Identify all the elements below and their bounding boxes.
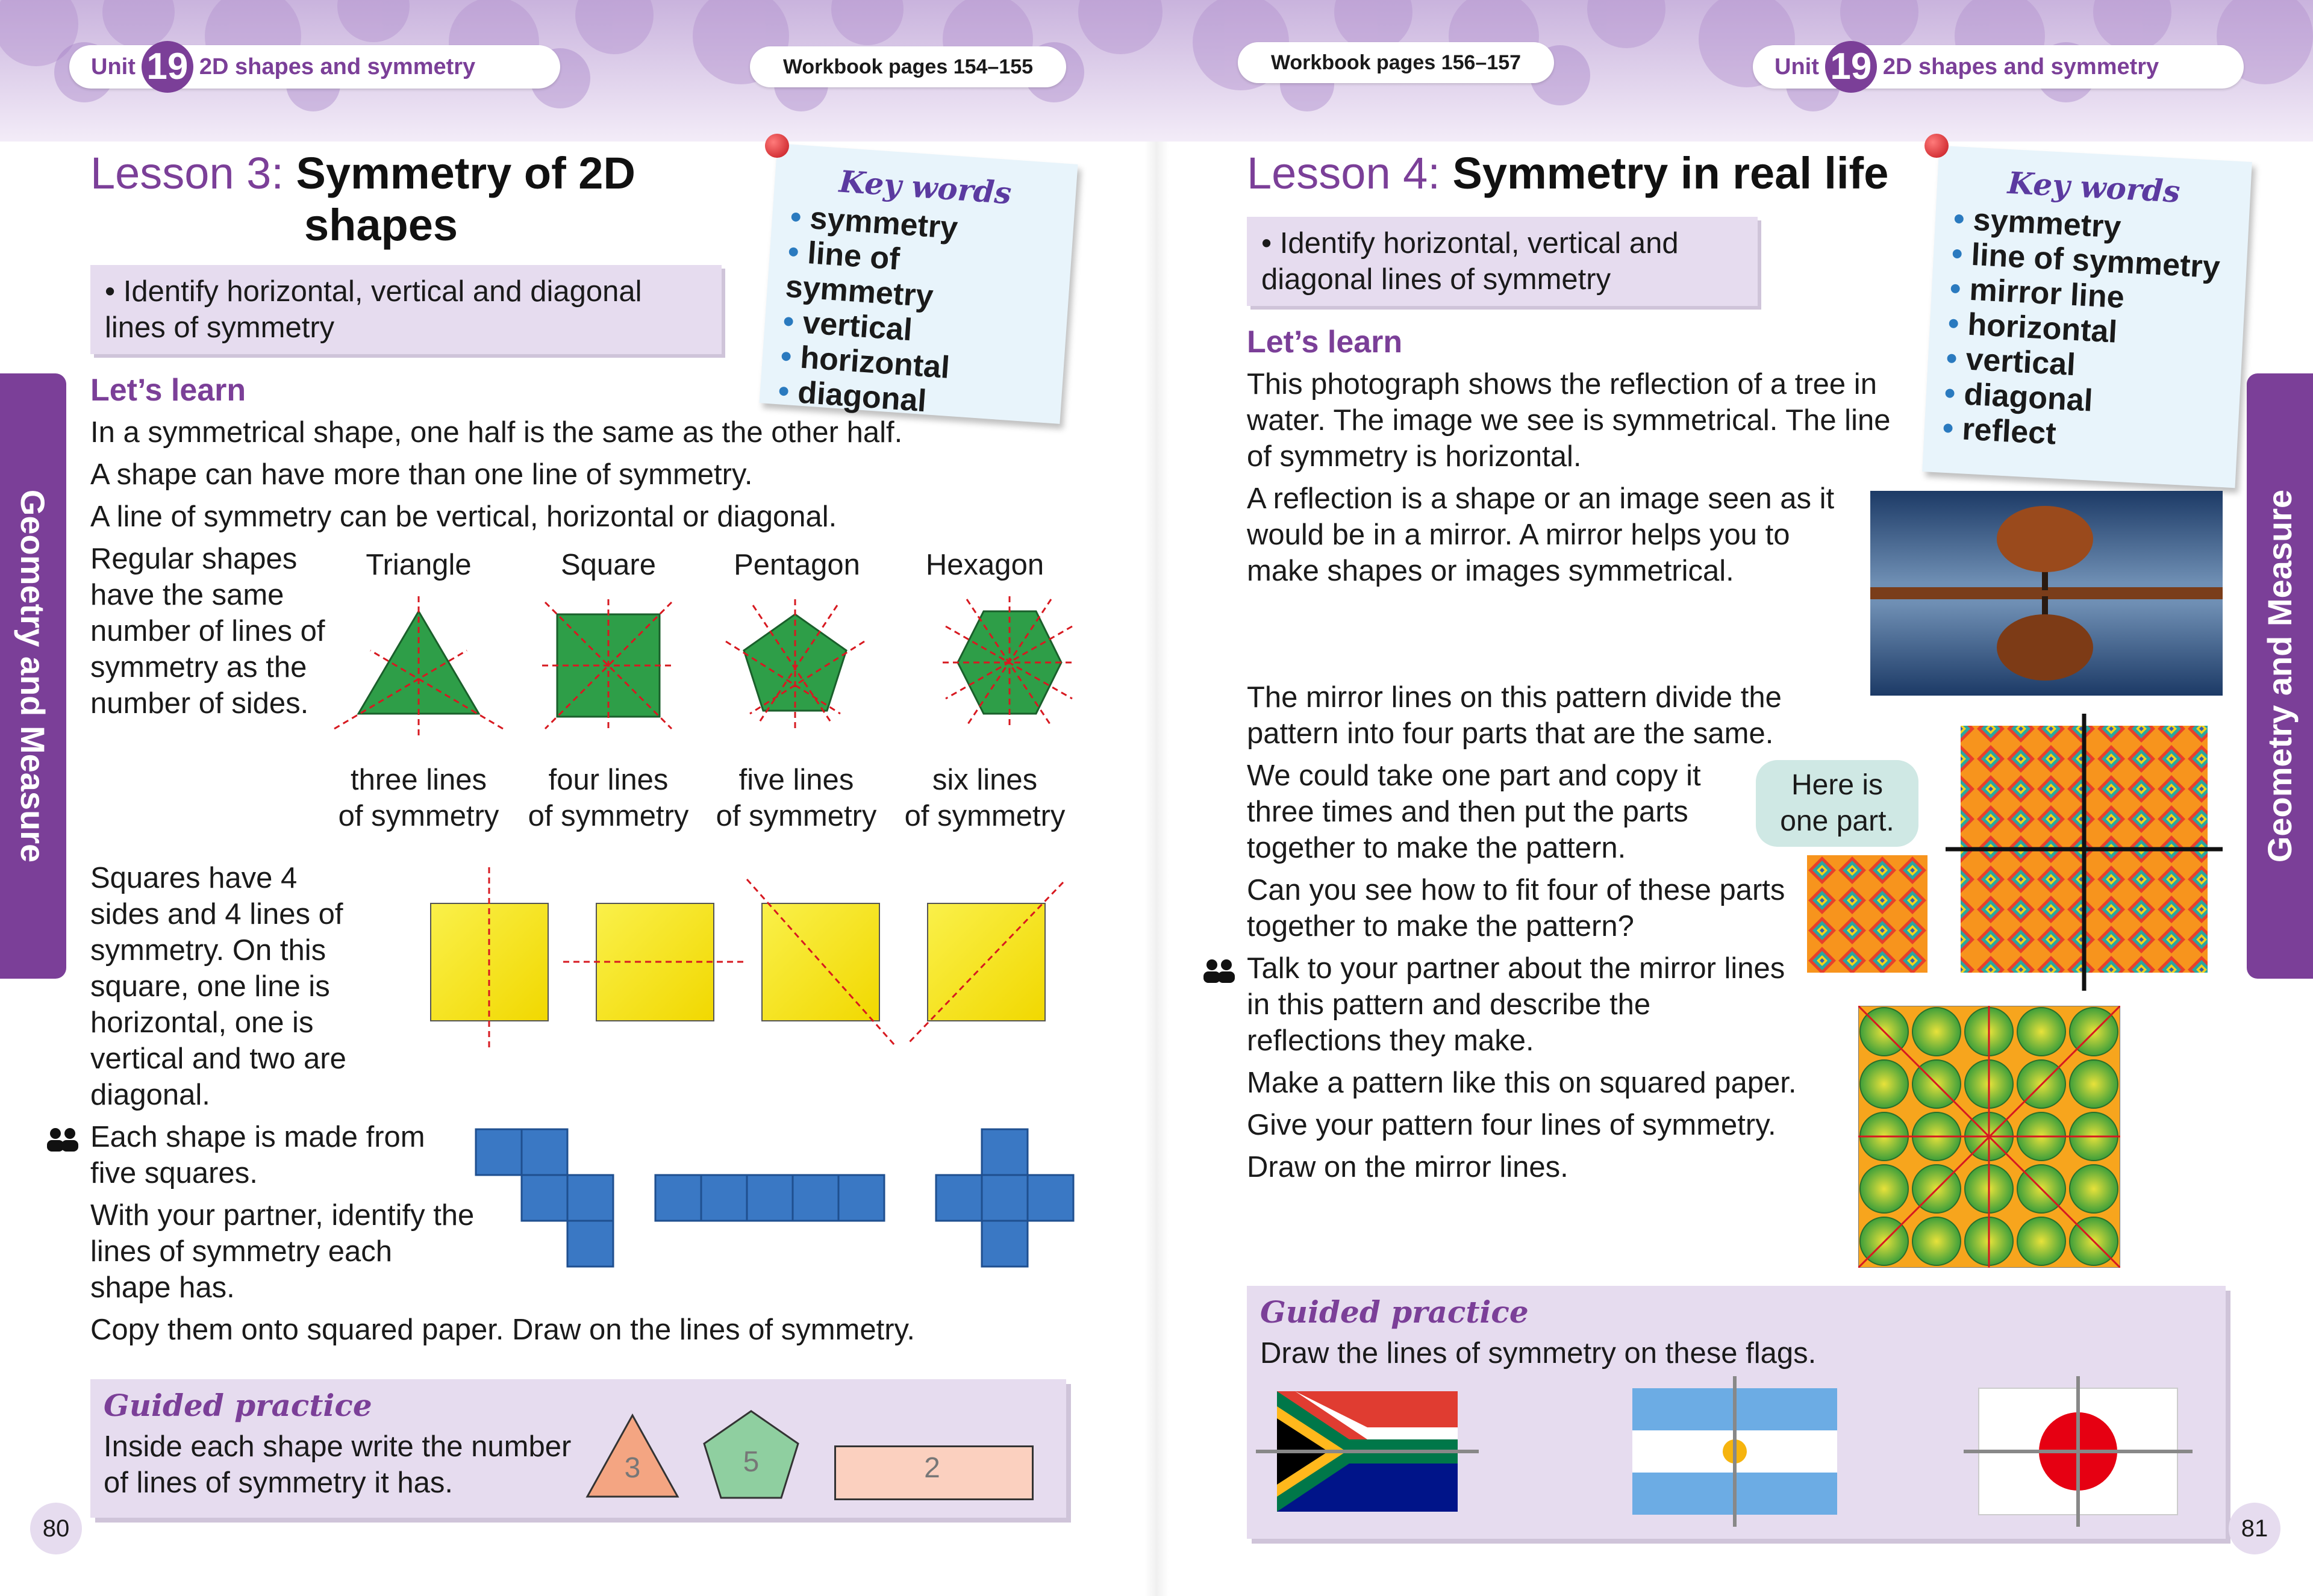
pentomino-shapes <box>473 1126 1075 1268</box>
talk-text: Talk to your partner about the mirror lines in this pattern and describe the reflections they make. <box>1247 952 1785 1057</box>
photo-text: This photograph shows the reflection of a tree in water. The image we see is symmetrical. The line of symmetry is horizontal. <box>1247 368 1891 473</box>
key-word: • symmetry <box>1953 201 2231 251</box>
key-word: • diagonal <box>777 373 1044 427</box>
shape-caption <box>894 762 1075 834</box>
key-word: • mirror line <box>1949 271 2227 320</box>
pentomino-x <box>936 1129 1073 1267</box>
caption-line: of symmetry <box>904 800 1066 832</box>
learning-objective-left: • Identify horizontal, vertical and diagonal lines of symmetry <box>90 265 722 354</box>
page-fold <box>1144 142 1169 1596</box>
lesson-title-left <box>90 148 705 251</box>
paragraph: In a symmetrical shape, one half is the same as the other half. <box>90 416 903 449</box>
pushpin-icon <box>1924 134 1949 158</box>
draw-text: Draw on the mirror lines. <box>1247 1151 1569 1183</box>
guided-answer: 5 <box>743 1446 760 1478</box>
key-word: • symmetry <box>789 199 1056 253</box>
speech-bubble: Here is one part. <box>1756 760 1918 847</box>
pentagon-shape <box>726 599 864 729</box>
pentomino-w <box>476 1129 613 1267</box>
mirror-text: The mirror lines on this pattern divide the pattern into four parts that are the same. <box>1247 681 1782 750</box>
each-shape-text: Each shape is made from five squares. <box>90 1121 425 1189</box>
shape-caption <box>328 762 509 834</box>
unit-header-left <box>69 45 560 89</box>
lesson-title-right <box>1247 148 1940 199</box>
shape-name: Pentagon <box>734 549 860 581</box>
reflection-text: A reflection is a shape or an image seen as it would be in a mirror. A mirror helps you to make shapes or images symmetrical. <box>1247 482 1835 587</box>
copy-text: Copy them onto squared paper. Draw on the lines of symmetry. <box>90 1314 916 1346</box>
side-tab-left <box>0 373 66 979</box>
square-shape <box>542 599 675 732</box>
diamond-pattern <box>1946 714 2223 991</box>
lesson-label: Lesson 3: <box>90 148 284 198</box>
lets-learn-heading-right: Let’s learn <box>1247 325 1403 360</box>
pattern-one-part <box>1807 855 1931 976</box>
circle-pattern <box>1858 1006 2120 1268</box>
lesson-label: Lesson 4: <box>1247 148 1440 198</box>
hexagon-shape <box>943 596 1075 729</box>
key-word: • diagonal <box>1944 376 2222 425</box>
pentomino-i <box>655 1175 884 1221</box>
caption-line: six lines <box>932 764 1038 796</box>
unit-title: 2D shapes and symmetry <box>1882 54 2159 79</box>
key-words-title: Key words <box>2006 164 2181 210</box>
make-text: Make a pattern like this on squared paper. <box>1247 1067 1797 1099</box>
key-word: • line of symmetry <box>784 234 1053 322</box>
regular-shapes-text: Regular shapes have the same number of lines of symmetry as the number of sides. <box>90 543 325 720</box>
unit-number-badge: 19 <box>1825 41 1877 93</box>
caption-line: of symmetry <box>716 800 877 832</box>
square-diagonal-line <box>910 882 1063 1042</box>
lets-learn-heading-left: Let’s learn <box>90 373 246 408</box>
page-number-right: 81 <box>2229 1503 2280 1554</box>
yellow-squares-diagram <box>422 867 1072 1060</box>
key-words-card-left <box>760 143 1078 424</box>
key-word: • reflect <box>1941 411 2220 460</box>
page-number-left: 80 <box>30 1503 82 1554</box>
caption-line: of symmetry <box>528 800 689 832</box>
guided-practice-left <box>90 1379 1066 1518</box>
square-horizontal-line <box>563 903 747 1021</box>
tree-reflection-photo <box>1870 491 2223 696</box>
squares-text: Squares have 4 sides and 4 lines of symmetry. On this square, one line is horizontal, one is vertical and two are diagonal. <box>90 862 346 1111</box>
regular-shapes-diagram <box>328 593 1075 744</box>
side-tab-right <box>2247 373 2313 979</box>
pair-work-icon <box>45 1127 80 1152</box>
guided-practice-right <box>1247 1286 2226 1539</box>
copy-part-text: We could take one part and copy it three times and then put the parts together to make the pattern. <box>1247 759 1701 864</box>
key-words-title: Key words <box>838 163 1013 211</box>
key-word: • horizontal <box>1947 306 2226 355</box>
guided-practice-title: Guided practice <box>104 1388 372 1423</box>
workbook-pages-right: Workbook pages 156–157 <box>1238 42 1554 83</box>
guided-practice-title: Guided practice <box>1260 1294 1529 1330</box>
unit-title: 2D shapes and symmetry <box>199 54 476 79</box>
side-tab-label: Geometry and Measure <box>14 489 52 863</box>
shape-name: Square <box>560 549 656 581</box>
guided-practice-text: Inside each shape write the number of lines of symmetry it has. <box>104 1430 572 1499</box>
paragraph: A line of symmetry can be vertical, horizontal or diagonal. <box>90 500 837 533</box>
pushpin-icon <box>765 134 789 158</box>
shape-caption <box>706 762 887 834</box>
guided-practice-text: Draw the lines of symmetry on these flags. <box>1260 1337 1817 1370</box>
key-words-card-right <box>1922 146 2252 488</box>
caption-line: three lines <box>350 764 487 796</box>
fit-text: Can you see how to fit four of these parts together to make the pattern? <box>1247 874 1785 943</box>
shape-name: Hexagon <box>925 549 1044 581</box>
lesson-title-line2: shapes <box>304 200 458 250</box>
unit-label: Unit <box>1775 54 1819 79</box>
give-text: Give your pattern four lines of symmetry. <box>1247 1109 1776 1141</box>
key-word: • horizontal <box>779 338 1046 392</box>
square-diagonal-line <box>747 879 894 1045</box>
lesson-title: Symmetry in real life <box>1452 148 1889 198</box>
guided-answer: 3 <box>624 1452 641 1484</box>
south-africa-flag <box>1256 1379 1479 1524</box>
workbook-pages-left: Workbook pages 154–155 <box>750 46 1066 87</box>
guided-answer: 2 <box>924 1452 940 1484</box>
side-tab-label: Geometry and Measure <box>2261 489 2299 863</box>
unit-label: Unit <box>91 54 136 79</box>
caption-line: four lines <box>548 764 669 796</box>
paragraph: A shape can have more than one line of symmetry. <box>90 458 753 491</box>
japan-flag <box>1964 1376 2193 1527</box>
learning-objective-right: • Identify horizontal, vertical and diagonal lines of symmetry <box>1247 217 1758 306</box>
key-word: • line of symmetry <box>1951 236 2229 285</box>
key-word: • vertical <box>782 304 1049 358</box>
triangle-shape <box>334 596 503 738</box>
shape-name: Triangle <box>366 549 472 581</box>
caption-line: five lines <box>738 764 854 796</box>
lesson-title-line1: Symmetry of 2D <box>296 148 635 198</box>
unit-number-badge: 19 <box>142 41 193 93</box>
partner-text: With your partner, identify the lines of symmetry each shape has. <box>90 1199 475 1304</box>
shape-caption <box>518 762 699 834</box>
unit-header-right <box>1753 45 2244 89</box>
square-vertical-line <box>431 867 548 1048</box>
key-word: • vertical <box>1946 341 2224 390</box>
pair-work-icon <box>1202 959 1237 983</box>
caption-line: of symmetry <box>338 800 499 832</box>
argentina-flag <box>1632 1376 1837 1527</box>
